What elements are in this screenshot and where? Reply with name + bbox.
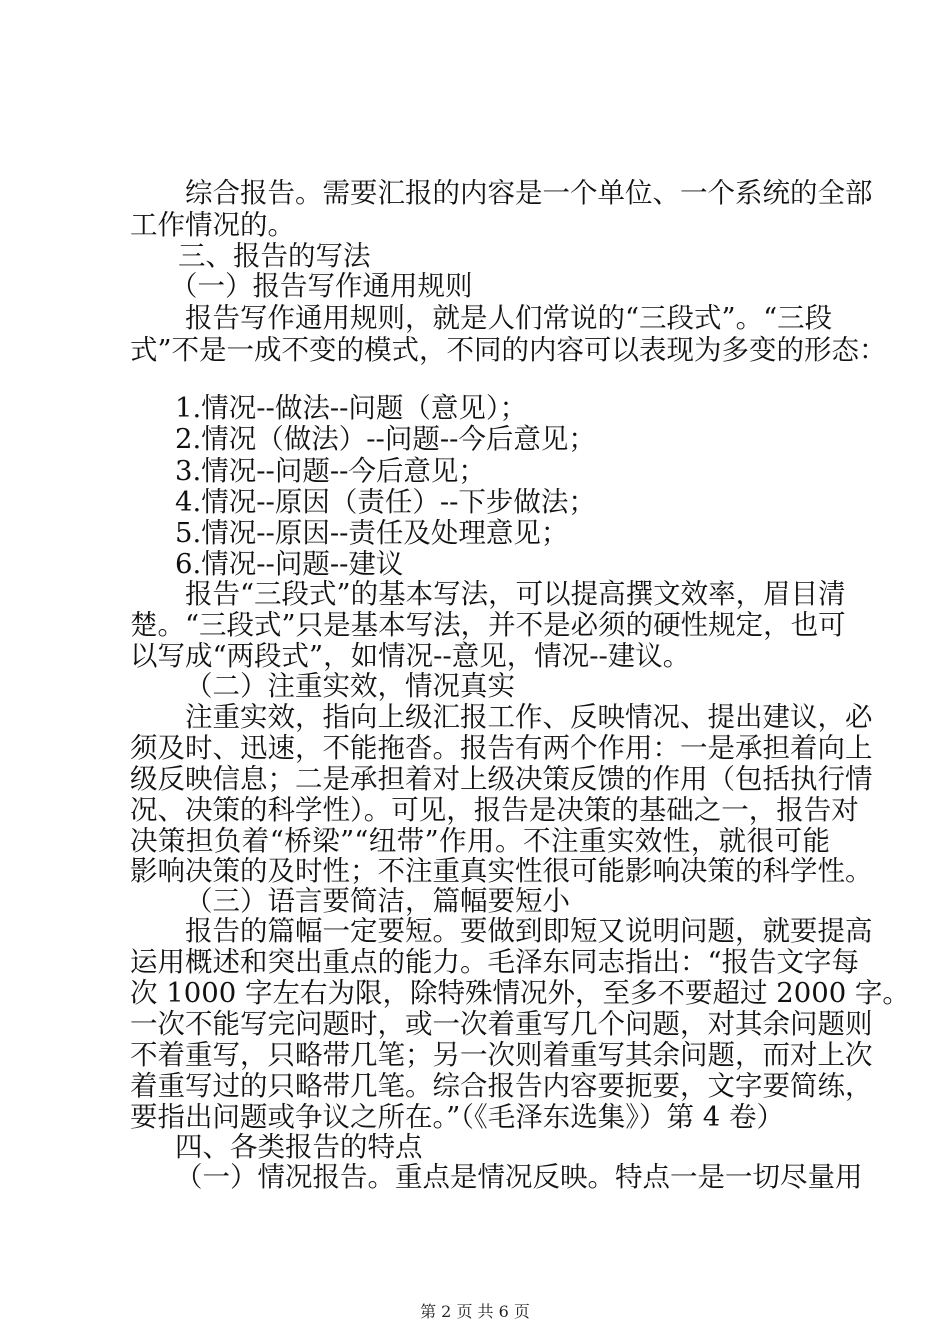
subsection-heading: （二）注重实效，情况真实 bbox=[185, 670, 515, 702]
list-item: 6.情况--问题--建议 bbox=[175, 548, 404, 580]
paragraph-line: 影响决策的及时性；不注重真实性很可能影响决策的科学性。 bbox=[130, 855, 873, 887]
list-item: 5.情况--原因--责任及处理意见； bbox=[175, 517, 569, 549]
paragraph-line: （一）情况报告。重点是情况反映。特点一是一切尽量用 bbox=[175, 1161, 863, 1193]
paragraph-line: 级反映信息；二是承担着对上级决策反馈的作用（包括执行情 bbox=[130, 763, 873, 795]
section-heading: 三、报告的写法 bbox=[178, 240, 371, 272]
subsection-heading: （一）报告写作通用规则 bbox=[170, 270, 473, 302]
paragraph-line: 注重实效，指向上级汇报工作、反映情况、提出建议，必 bbox=[185, 701, 873, 733]
paragraph-line: 运用概述和突出重点的能力。毛泽东同志指出：“报告文字每 bbox=[130, 946, 860, 978]
subsection-heading: （三）语言要简洁，篇幅要短小 bbox=[185, 885, 570, 917]
paragraph-line: 要指出问题或争议之所在。”（《毛泽东选集》）第 4 卷） bbox=[130, 1101, 785, 1133]
paragraph-line: 式”不是一成不变的模式，不同的内容可以表现为多变的形态： bbox=[130, 334, 887, 366]
list-item: 2.情况（做法）--问题--今后意见； bbox=[175, 423, 596, 455]
paragraph-line: 报告“三段式”的基本写法，可以提高撰文效率，眉目清 bbox=[185, 578, 846, 610]
page-footer: 第 2 页 共 6 页 bbox=[420, 1302, 530, 1321]
list-item: 1.情况--做法--问题（意见）； bbox=[175, 392, 528, 424]
paragraph-line: 决策担负着“桥梁”“纽带”作用。不注重实效性，就很可能 bbox=[130, 825, 830, 857]
paragraph-line: 楚。“三段式”只是基本写法，并不是必须的硬性规定，也可 bbox=[130, 609, 846, 641]
paragraph-line: 以写成“两段式”，如情况--意见，情况--建议。 bbox=[130, 640, 691, 672]
paragraph-line: 次 1000 字左右为限，除特殊情况外，至多不要超过 2000 字。 bbox=[130, 977, 910, 1009]
list-item: 4.情况--原因（责任）--下步做法； bbox=[175, 486, 596, 518]
paragraph-line: 综合报告。需要汇报的内容是一个单位、一个系统的全部 bbox=[185, 177, 873, 209]
list-item: 3.情况--问题--今后意见； bbox=[175, 455, 486, 487]
paragraph-line: 况、决策的科学性）。可见，报告是决策的基础之一，报告对 bbox=[130, 794, 859, 826]
paragraph-line: 报告的篇幅一定要短。要做到即短又说明问题，就要提高 bbox=[185, 915, 873, 947]
paragraph-line: 着重写过的只略带几笔。综合报告内容要扼要，文字要简练， bbox=[130, 1070, 873, 1102]
paragraph-line: 一次不能写完问题时，或一次着重写几个问题，对其余问题则 bbox=[130, 1008, 873, 1040]
paragraph-line: 报告写作通用规则，就是人们常说的“三段式”。“三段 bbox=[185, 302, 833, 334]
section-heading: 四、各类报告的特点 bbox=[175, 1131, 423, 1163]
paragraph-line: 工作情况的。 bbox=[130, 209, 295, 241]
paragraph-line: 须及时、迅速，不能拖沓。报告有两个作用：一是承担着向上 bbox=[130, 732, 873, 764]
paragraph-line: 不着重写，只略带几笔；另一次则着重写其余问题，而对上次 bbox=[130, 1039, 873, 1071]
